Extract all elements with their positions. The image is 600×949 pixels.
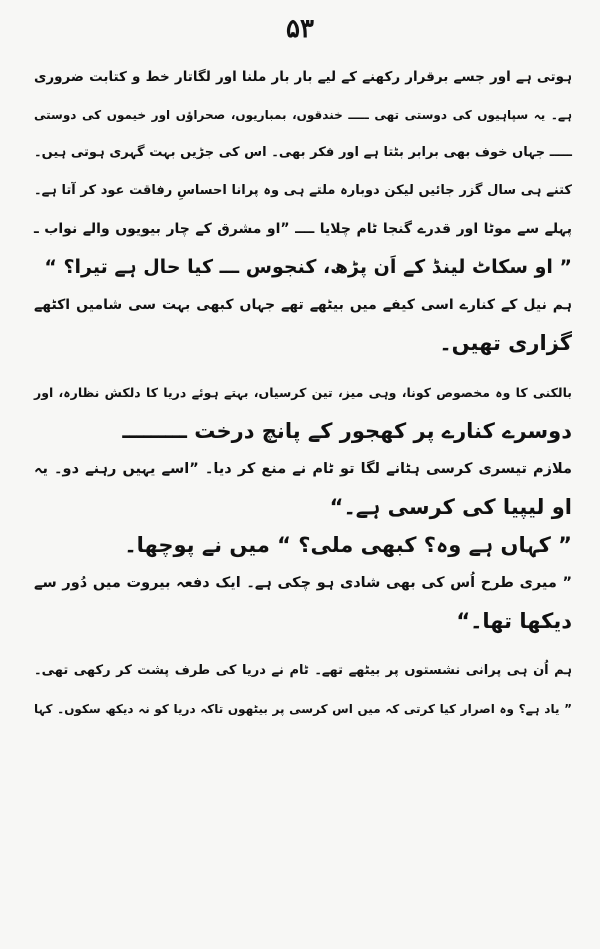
page-number: ۵۳ bbox=[286, 14, 314, 44]
paragraph-gap bbox=[34, 640, 572, 652]
text-line: گزاری تھیں۔ bbox=[439, 331, 572, 355]
text-line: ” کہاں ہے وہ؟ کبھی ملی؟ “ میں نے پوچھا۔ bbox=[124, 533, 572, 557]
text-line: ہم اُن ہی پرانی نشستوں پر بیٹھے تھے۔ ٹام نے دریا کی طرف پشت کر رکھی تھی۔ bbox=[34, 663, 572, 678]
text-line: دیکھا تھا۔“ bbox=[456, 609, 572, 633]
body-text bbox=[34, 58, 572, 728]
text-line: ” او سکاٹ لینڈ کے اَن پڑھ، کنجوس ـــ کیا حال ہے تیرا؟ “ bbox=[44, 256, 572, 278]
text-line: ـــــ جہاں خوف بھی برابر بٹتا ہے اور فکر بھی۔ اس کی جڑیں بہت گہری ہوتی ہیں۔ bbox=[34, 145, 572, 160]
text-line: دوسرے کنارے پر کھجور کے پانچ درخت ـــــــــ bbox=[122, 419, 572, 443]
text-line: ملازم تیسری کرسی ہٹانے لگا تو ٹام نے منع کر دیا۔ ”اسے یہیں رہنے دو۔ یہ bbox=[34, 461, 572, 477]
text-line: ہم نیل کے کنارے اسی کیفے میں بیٹھے تھے جہاں کبھی بہت سی شامیں اکٹھے bbox=[34, 297, 572, 313]
text-line: ” یاد ہے؟ وہ اصرار کیا کرتی کہ میں اس کرسی پر بیٹھوں تاکہ دریا کو نہ دیکھ سکوں۔ کہا bbox=[34, 702, 572, 716]
text-line: ” میری طرح اُس کی بھی شادی ہو چکی ہے۔ ایک دفعہ بیروت میں دُور سے bbox=[34, 575, 572, 591]
text-line: ہے۔ یہ سپاہیوں کی دوستی تھی ـــــ خندقوں، بمباریوں، صحراؤں اور خیموں کی دوستی bbox=[34, 108, 572, 122]
text-line: پہلے سے موٹا اور قدرے گنجا ٹام چلایا ــــ ”او مشرق کے چار بیویوں والے نواب ـ bbox=[34, 221, 572, 237]
text-line: او لیپیا کی کرسی ہے۔“ bbox=[329, 495, 572, 519]
text-line: بالکنی کا وہ مخصوص کونا، وہی میز، تین کرسیاں، بہتے ہوئے دریا کا دلکش نظارہ، اور bbox=[34, 385, 572, 400]
paragraph-gap bbox=[34, 362, 572, 374]
text-line: کتنے ہی سال گزر جائیں لیکن دوبارہ ملتے ہی وہ پرانا احساسِ رفاقت عود کر آتا ہے۔ bbox=[34, 183, 572, 198]
text-line: ہوتی ہے اور جسے برقرار رکھنے کے لیے بار بار ملنا اور لگاتار خط و کتابت ضروری bbox=[34, 69, 572, 85]
